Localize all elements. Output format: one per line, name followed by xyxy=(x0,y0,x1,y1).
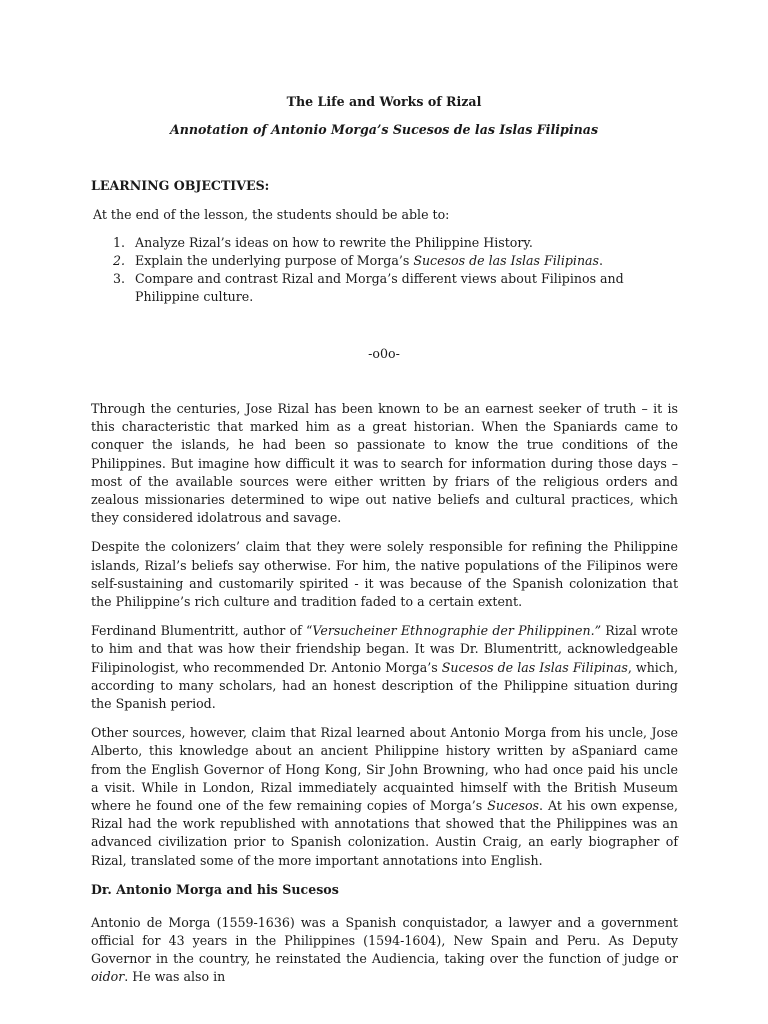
body-text xyxy=(91,400,678,998)
learning-objectives-intro: At the end of the lesson, the students should be able to: xyxy=(93,207,450,222)
objectives-list xyxy=(113,234,673,306)
document-title: The Life and Works of Rizal xyxy=(286,94,482,109)
paragraph-text: Rizal wrote to him and that was how their friendship began. It was Dr. Blumentritt, acknowledgeable Filipinologist, who recommended Dr. Antonio Morga’s xyxy=(91,623,678,675)
paragraph-text: Antonio de Morga (1559-1636) was a Spanish conquistador, a lawyer and a government official for 43 years in the Philippines (1594-1604), New Spain and Peru. As Deputy Governor in the country, he reinstated the Audiencia, taking over the function of judge or xyxy=(91,914,678,967)
paragraph: Through the centuries, Jose Rizal has been known to be an earnest seeker of truth – it is this characteristic that marked him as a great historian. When the Spaniards came to conquer the islands, he had been so passionate to know the true conditions of the Philippines. But imagine how difficult it was to search for information during those days – most of the available sources were either written by friars of the religious orders and zealous missionaries determined to wipe out native beliefs and cultural practices, which they considered idolatrous and savage. xyxy=(91,401,678,526)
section-heading: Dr. Antonio Morga and his Sucesos xyxy=(91,881,339,897)
book-title: Sucesos de las Islas Filipinas xyxy=(413,253,600,268)
objective-text-part: Explain the underlying purpose of Morga’s xyxy=(135,253,414,268)
book-title: Sucesos de las Islas Filipinas xyxy=(441,659,628,675)
book-title: Versucheiner Ethnographie der Philippinen.” xyxy=(312,623,602,639)
paragraph-text: Ferdinand Blumentritt, author of “ xyxy=(91,623,313,639)
paragraph-text: . At his own expense, Rizal had the work republished with annotations that showed that the Philippines was an advanced civilization prior to Spanish colonization. Austin Craig, an early biographer of Rizal, translated some of the more important annotations into English. xyxy=(91,798,679,868)
learning-objectives-heading: LEARNING OBJECTIVES: xyxy=(91,178,270,193)
objective-text-part: . xyxy=(599,253,604,268)
paragraph-text: Other sources, however, claim that Rizal learned about Antonio Morga from his uncle, Jose Alberto, this knowledge about an ancient Philippine history written by aSpaniard came from the English Governor of Hong Kong, Sir John Browning, who had once paid his uncle a visit. While in London, Rizal immediately acquainted himself with the British Museum where he found one of the few remaining copies of Morga’s xyxy=(91,725,678,814)
emphasis-term: oidor xyxy=(91,969,125,985)
paragraph-text: . He was also in xyxy=(124,969,226,985)
paragraph xyxy=(91,724,678,870)
objective-item xyxy=(113,252,673,270)
objective-number: 3. xyxy=(113,271,126,286)
book-title: Sucesos xyxy=(487,798,539,814)
paragraph xyxy=(91,622,678,713)
objective-item xyxy=(113,270,673,306)
document-subtitle: Annotation of Antonio Morga’s Sucesos de las Islas Filipinas xyxy=(169,122,599,137)
objective-number: 1. xyxy=(113,235,126,250)
objective-text xyxy=(135,252,673,270)
section-separator: -o0o- xyxy=(368,346,400,361)
objective-number: 2. xyxy=(113,253,126,268)
paragraph-text: , which, according to many scholars, had an honest description of the Philippine situation during the Spanish period. xyxy=(91,659,679,712)
paragraph xyxy=(91,914,678,987)
objective-text: Compare and contrast Rizal and Morga’s different views about Filipinos and Philippine culture. xyxy=(135,271,624,304)
paragraph: Despite the colonizers’ claim that they were solely responsible for refining the Philippine islands, Rizal’s beliefs say otherwise. For him, the native populations of the Filipinos were self-sustaining and customarily spirited - it was because of the Spanish colonization that the Philippine’s rich culture and tradition faded to a certain extent. xyxy=(91,539,678,610)
objective-item xyxy=(113,234,673,252)
objective-text: Analyze Rizal’s ideas on how to rewrite the Philippine History. xyxy=(135,235,533,250)
